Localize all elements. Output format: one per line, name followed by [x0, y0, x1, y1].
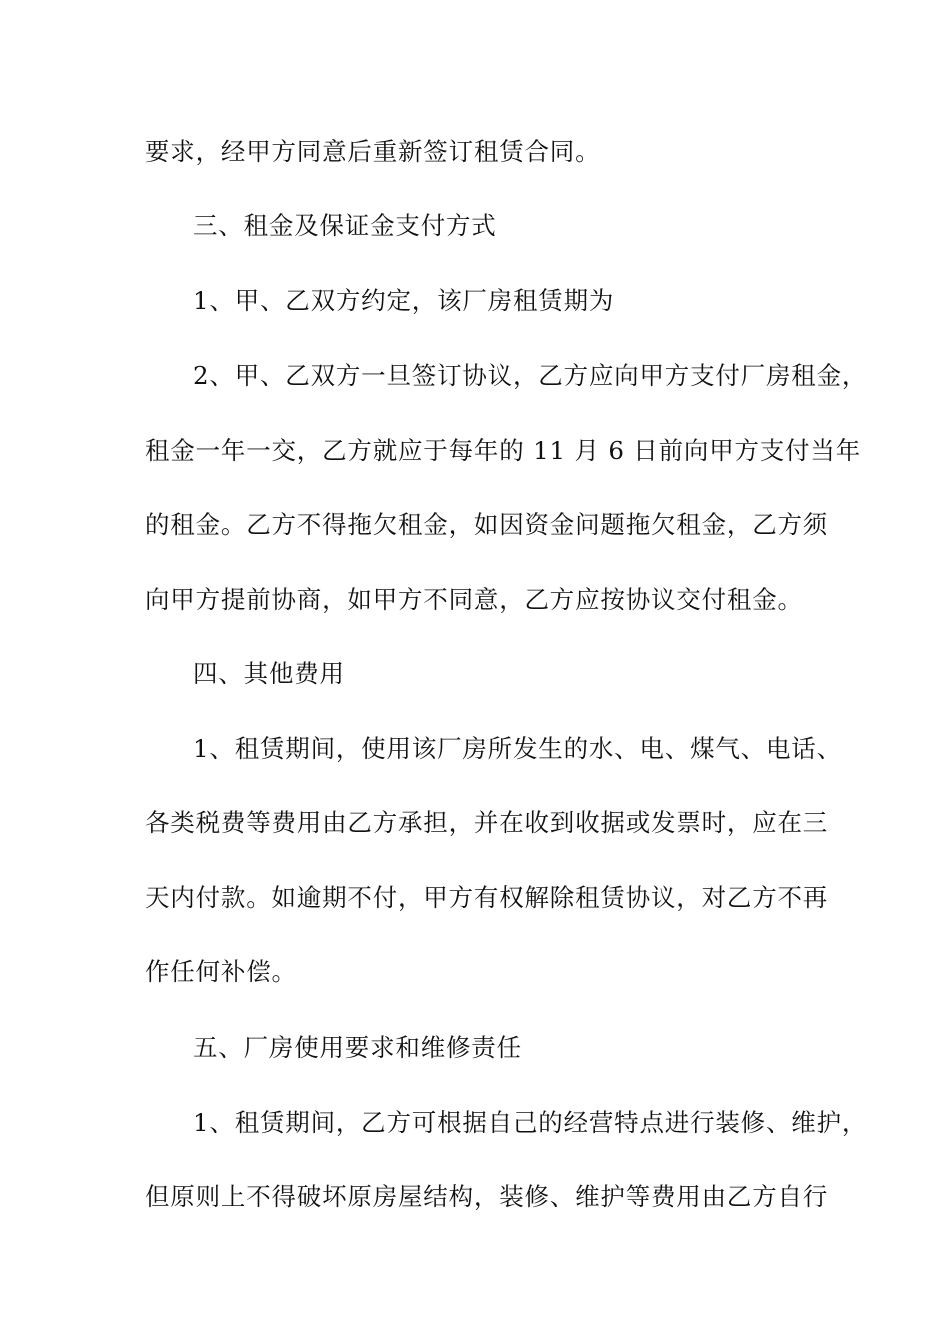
- clause-line: 2、甲、乙双方一旦签订协议，乙方应向甲方支付厂房租金，: [193, 361, 868, 390]
- section-heading-usage-maintenance: 五、厂房使用要求和维修责任: [193, 1033, 522, 1062]
- clause-line: 1、租赁期间，使用该厂房所发生的水、电、煤气、电话、: [193, 734, 842, 763]
- section-heading-rent-payment: 三、租金及保证金支付方式: [193, 211, 497, 240]
- paragraph-line: 各类税费等费用由乙方承担，并在收到收据或发票时，应在三: [145, 808, 829, 837]
- paragraph-line: 租金一年一交，乙方就应于每年的 11 月 6 日前向甲方支付当年: [145, 436, 862, 465]
- paragraph-line: 作任何补偿。: [145, 957, 297, 986]
- section-heading-other-fees: 四、其他费用: [193, 659, 345, 688]
- paragraph-line: 但原则上不得破坏原房屋结构，装修、维护等费用由乙方自行: [145, 1182, 829, 1211]
- clause-line: 1、租赁期间，乙方可根据自己的经营特点进行装修、维护，: [193, 1108, 868, 1137]
- paragraph-line: 要求，经甲方同意后重新签订租赁合同。: [145, 137, 601, 166]
- paragraph-line: 的租金。乙方不得拖欠租金，如因资金问题拖欠租金，乙方须: [145, 510, 829, 539]
- clause-line: 1、甲、乙双方约定，该厂房租赁期为: [193, 286, 615, 315]
- paragraph-line: 天内付款。如逾期不付，甲方有权解除租赁协议，对乙方不再: [145, 883, 829, 912]
- paragraph-line: 向甲方提前协商，如甲方不同意，乙方应按协议交付租金。: [145, 585, 803, 614]
